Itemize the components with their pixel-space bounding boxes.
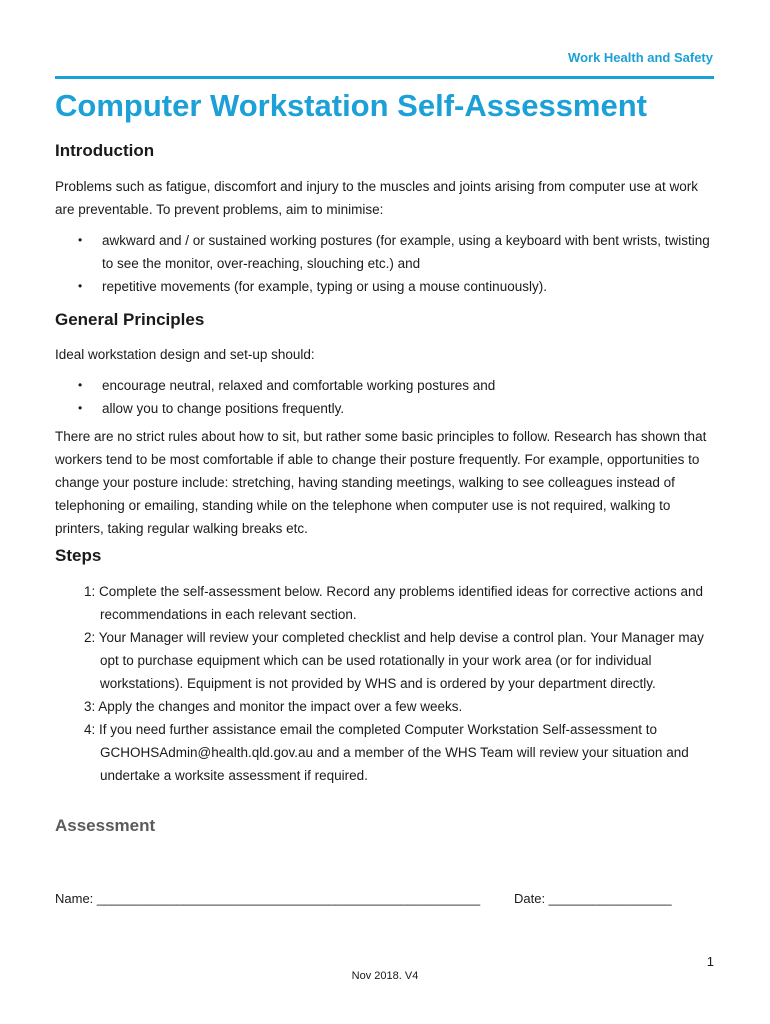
- assessment-heading: Assessment: [55, 816, 156, 835]
- bullet-icon: •: [78, 378, 83, 392]
- introduction-paragraph: Problems such as fatigue, discomfort and injury to the muscles and joints arising from computer use at work are preventable. To prevent problems, aim to minimise:: [55, 179, 699, 217]
- footer-version: Nov 2018. V4: [351, 970, 419, 982]
- header-label: Work Health and Safety: [568, 50, 713, 65]
- introduction-bullet-list: [55, 229, 715, 298]
- list-item: • allow you to change positions frequently.: [55, 397, 715, 420]
- principles-intro: Ideal workstation design and set-up should:: [55, 347, 315, 362]
- steps-list: [84, 580, 724, 787]
- list-item: 4: If you need further assistance email the completed Computer Workstation Self-assessment to GCHOHSAdmin@health.qld.gov.au and a member of the WHS Team will review your situation and undertake a worksite assessment if required.: [84, 722, 689, 783]
- list-item: 2: Your Manager will review your completed checklist and help devise a control plan. Your Manager may opt to purchase equipment which can be used rotationally in your work area (or for individual workstations). Equipment is not provided by WHS and is ordered by your department directly.: [84, 630, 704, 691]
- page-number: 1: [706, 954, 714, 969]
- principles-heading: General Principles: [55, 310, 205, 329]
- list-item: • repetitive movements (for example, typing or using a mouse continuously).: [55, 275, 715, 298]
- introduction-heading: Introduction: [55, 141, 155, 160]
- document-title: Computer Workstation Self-Assessment: [55, 88, 647, 123]
- principles-bullet-list: [55, 374, 715, 420]
- bullet-icon: •: [78, 279, 83, 293]
- list-item: • awkward and / or sustained working postures (for example, using a keyboard with bent wrists, twisting to see the monitor, over-reaching, slouching etc.) and: [55, 229, 715, 275]
- list-item: 3: Apply the changes and monitor the impact over a few weeks.: [84, 699, 463, 714]
- list-item: 1: Complete the self-assessment below. Record any problems identified ideas for corrective actions and recommendations in each relevant section.: [84, 584, 704, 622]
- bullet-icon: •: [78, 233, 83, 247]
- list-item: • encourage neutral, relaxed and comfortable working postures and: [55, 374, 715, 397]
- date-field[interactable]: Date: _________________: [514, 891, 672, 906]
- principles-paragraph: There are no strict rules about how to sit, but rather some basic principles to follow. Research has shown that workers tend to be most comfortable if able to change their posture frequently. For example, opportunities to change your posture include: stretching, having standing meetings, walking to see colleagues instead of telephoning or emailing, standing while on the telephone when computer use is not required, walking to printers, taking regular walking breaks etc.: [55, 429, 707, 536]
- steps-heading: Steps: [55, 546, 102, 565]
- header-rule: [55, 76, 714, 79]
- name-field[interactable]: Name: _____________________________________________________: [55, 891, 481, 906]
- bullet-icon: •: [78, 401, 83, 415]
